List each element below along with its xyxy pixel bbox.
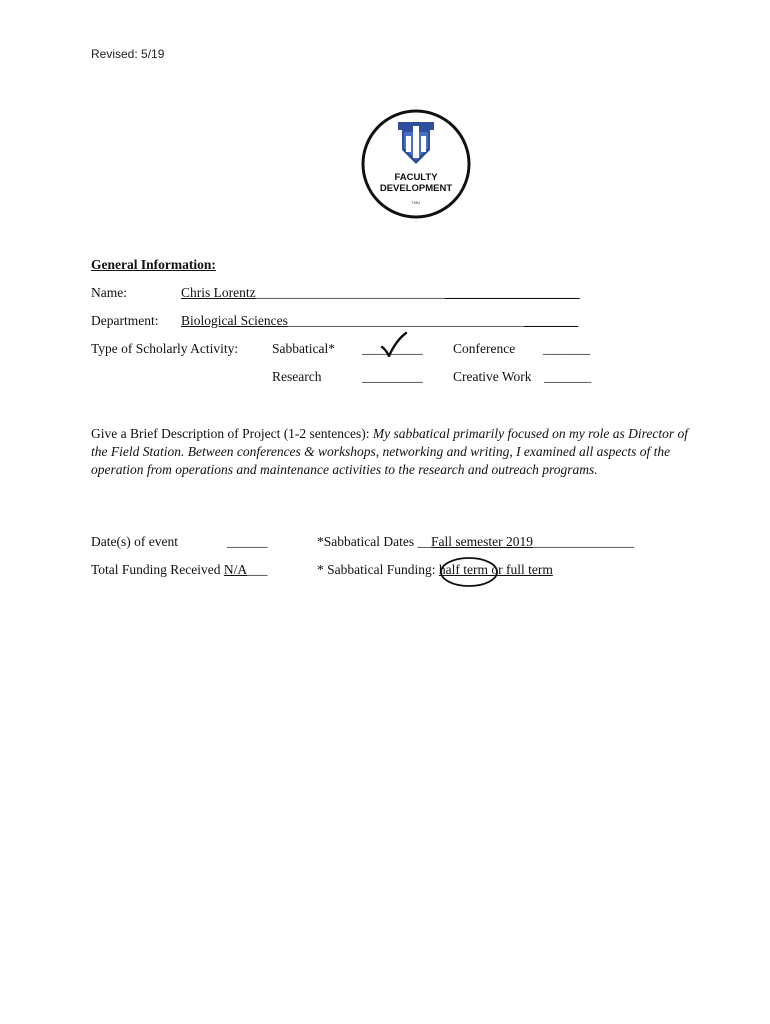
- name-field[interactable]: [181, 285, 580, 301]
- event-dates-label: Date(s) of event: [91, 534, 178, 549]
- department-field[interactable]: [181, 313, 578, 329]
- sabbatical-dates-pre: __: [417, 534, 431, 549]
- sabbatical-funding-label: * Sabbatical Funding:: [317, 562, 439, 577]
- creative-work-blank[interactable]: _______: [544, 369, 592, 384]
- description-label: Give a Brief Description of Project (1-2 sentences):: [91, 426, 373, 441]
- activity-label: Type of Scholarly Activity:: [91, 341, 239, 356]
- sabbatical-dates-post: _______________: [532, 534, 635, 549]
- sabbatical-label: Sabbatical*: [272, 341, 335, 356]
- project-description: [91, 425, 691, 479]
- name-underline-2: ____________________: [444, 285, 580, 300]
- sabbatical-dates-value: Fall semester 2019: [430, 534, 533, 549]
- conference-label: Conference: [453, 341, 516, 356]
- department-underline-3: ________: [524, 313, 579, 328]
- selection-circle-icon: [438, 555, 500, 589]
- funding-option-separator: or: [487, 562, 506, 577]
- faculty-development-logo: [360, 108, 472, 220]
- department-label: Department:: [91, 313, 159, 328]
- department-underline: __________________________________: [287, 313, 518, 328]
- logo-line2: DEVELOPMENT: [379, 183, 453, 194]
- sabbatical-dates-field[interactable]: [317, 534, 634, 550]
- sabbatical-funding-field: [317, 562, 553, 578]
- name-label: Name:: [91, 285, 127, 300]
- general-info-heading: General Information:: [91, 257, 216, 272]
- total-funding-post: ___: [247, 562, 268, 577]
- name-underline: ____________________________: [255, 285, 445, 300]
- revised-date: Revised: 5/19: [91, 47, 165, 61]
- logo-line1: FACULTY: [394, 172, 438, 183]
- name-value: Chris Lorentz: [181, 285, 256, 300]
- research-blank[interactable]: _________: [362, 369, 423, 384]
- total-funding-field[interactable]: [91, 562, 267, 578]
- sabbatical-dates-label: *Sabbatical Dates: [317, 534, 418, 549]
- department-underline-2: _: [517, 313, 525, 328]
- event-dates-blank[interactable]: ______: [227, 534, 268, 549]
- description-text[interactable]: My sabbatical primarily focused on my role as Director of the Field Station. Between conferences & workshops, networking and writing, I examined all aspects of the operation from operations and maintenance activities to the research and outreach programs.: [91, 426, 688, 477]
- total-funding-label: Total Funding Received: [91, 562, 224, 577]
- logo-small-text: TMU: [411, 200, 421, 205]
- funding-option-half-term[interactable]: half term: [438, 562, 488, 577]
- creative-work-label: Creative Work: [453, 369, 532, 384]
- sabbatical-blank[interactable]: _________: [362, 341, 423, 356]
- department-value: Biological Sciences: [181, 313, 288, 328]
- funding-option-full-term[interactable]: full term: [505, 562, 553, 577]
- total-funding-value: N/A: [223, 562, 248, 577]
- checkmark-icon: [380, 332, 408, 358]
- conference-blank[interactable]: _______: [543, 341, 591, 356]
- research-label: Research: [272, 369, 322, 384]
